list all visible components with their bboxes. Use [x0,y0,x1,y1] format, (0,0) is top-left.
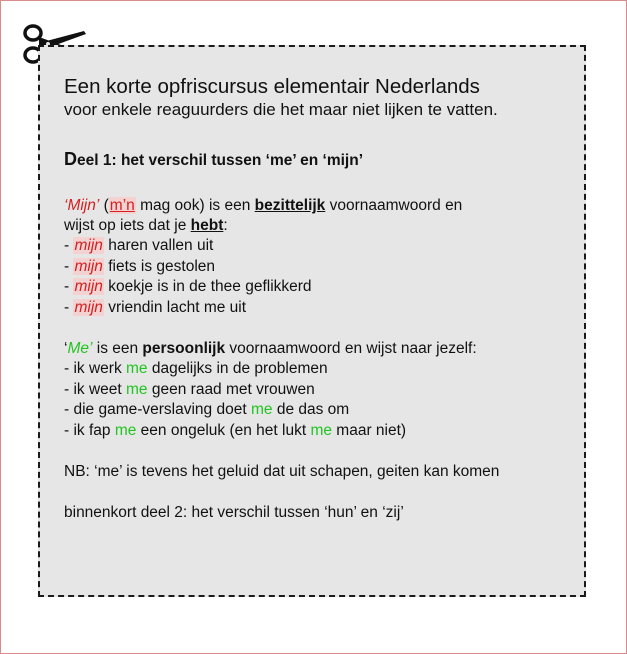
mijn-word: mijn [74,278,103,295]
example-text: haren vallen uit [103,237,214,254]
list-item [64,277,574,298]
example-text: geen raad met vrouwen [147,380,315,398]
me-word: me [114,421,137,439]
example-text: de das om [272,401,350,418]
keyword-bezittelijk: bezittelijk [254,197,326,214]
mijn-word: mijn [74,237,103,254]
text-fragment: voornaamwoord en wijst naar jezelf: [225,340,477,357]
text-fragment: mag ook) is een [135,197,255,214]
page-title: Een korte opfriscursus elementair Nederlands [64,75,480,98]
mijn-term: ‘Mijn’ [64,197,100,214]
clipping-content [64,75,574,523]
list-item [64,298,574,319]
me-word: me [126,380,148,398]
bullet-dash: - [64,237,74,254]
example-text: - ik werk [64,360,126,377]
footer-text: binnenkort deel 2: het verschil tussen ‘hun’ en ‘zij’ [64,504,404,521]
me-explanation [64,339,574,359]
text-fragment: ( [99,197,109,214]
example-text: vriendin lacht me uit [103,298,247,316]
example-text: dagelijks in de problemen [147,360,328,377]
keyword-persoonlijk: persoonlijk [142,340,226,357]
example-text: fiets is gestolen [103,257,216,275]
clipping-card [38,45,586,597]
me-term: Me’ [67,340,93,357]
list-item [64,400,574,421]
page-subtitle: voor enkele reaguurders die het maar niet lijken te vatten. [64,100,498,119]
example-text: een ongeluk (en het lukt [136,421,311,439]
section-title-rest: eel 1: het verschil tussen ‘me’ en ‘mijn’ [77,152,364,169]
keyword-hebt: hebt [190,217,224,234]
list-item [64,421,574,442]
example-text: - ik fap [64,421,115,439]
list-item [64,359,574,380]
mijn-alt-form: m’n [109,197,135,214]
mijn-word: mijn [74,298,103,316]
bullet-dash: - [64,298,74,316]
text-fragment: is een [92,340,143,357]
example-text: koekje is in de thee geflikkerd [103,278,312,295]
mijn-explanation [64,196,574,236]
mijn-examples-list [64,236,574,318]
mijn-word: mijn [74,257,103,275]
list-item [64,380,574,401]
list-item [64,257,574,278]
section-title [64,149,574,171]
example-text: - ik weet [64,380,127,398]
text-fragment: voornaamwoord en [325,197,463,214]
text-fragment: ‘ [64,340,68,357]
example-text: maar niet) [332,421,407,439]
me-word: me [250,401,273,418]
bullet-dash: - [64,257,74,275]
list-item [64,236,574,257]
bullet-dash: - [64,278,74,295]
me-word: me [126,360,148,377]
me-word: me [310,421,332,439]
section-title-initial: D [64,149,77,169]
me-examples-list [64,359,574,441]
text-fragment: : [223,217,228,234]
text-fragment: wijst op iets dat je [64,217,191,234]
example-text: - die game-verslaving doet [64,401,251,418]
note-text: NB: ‘me’ is tevens het geluid dat uit schapen, geiten kan komen [64,463,500,480]
